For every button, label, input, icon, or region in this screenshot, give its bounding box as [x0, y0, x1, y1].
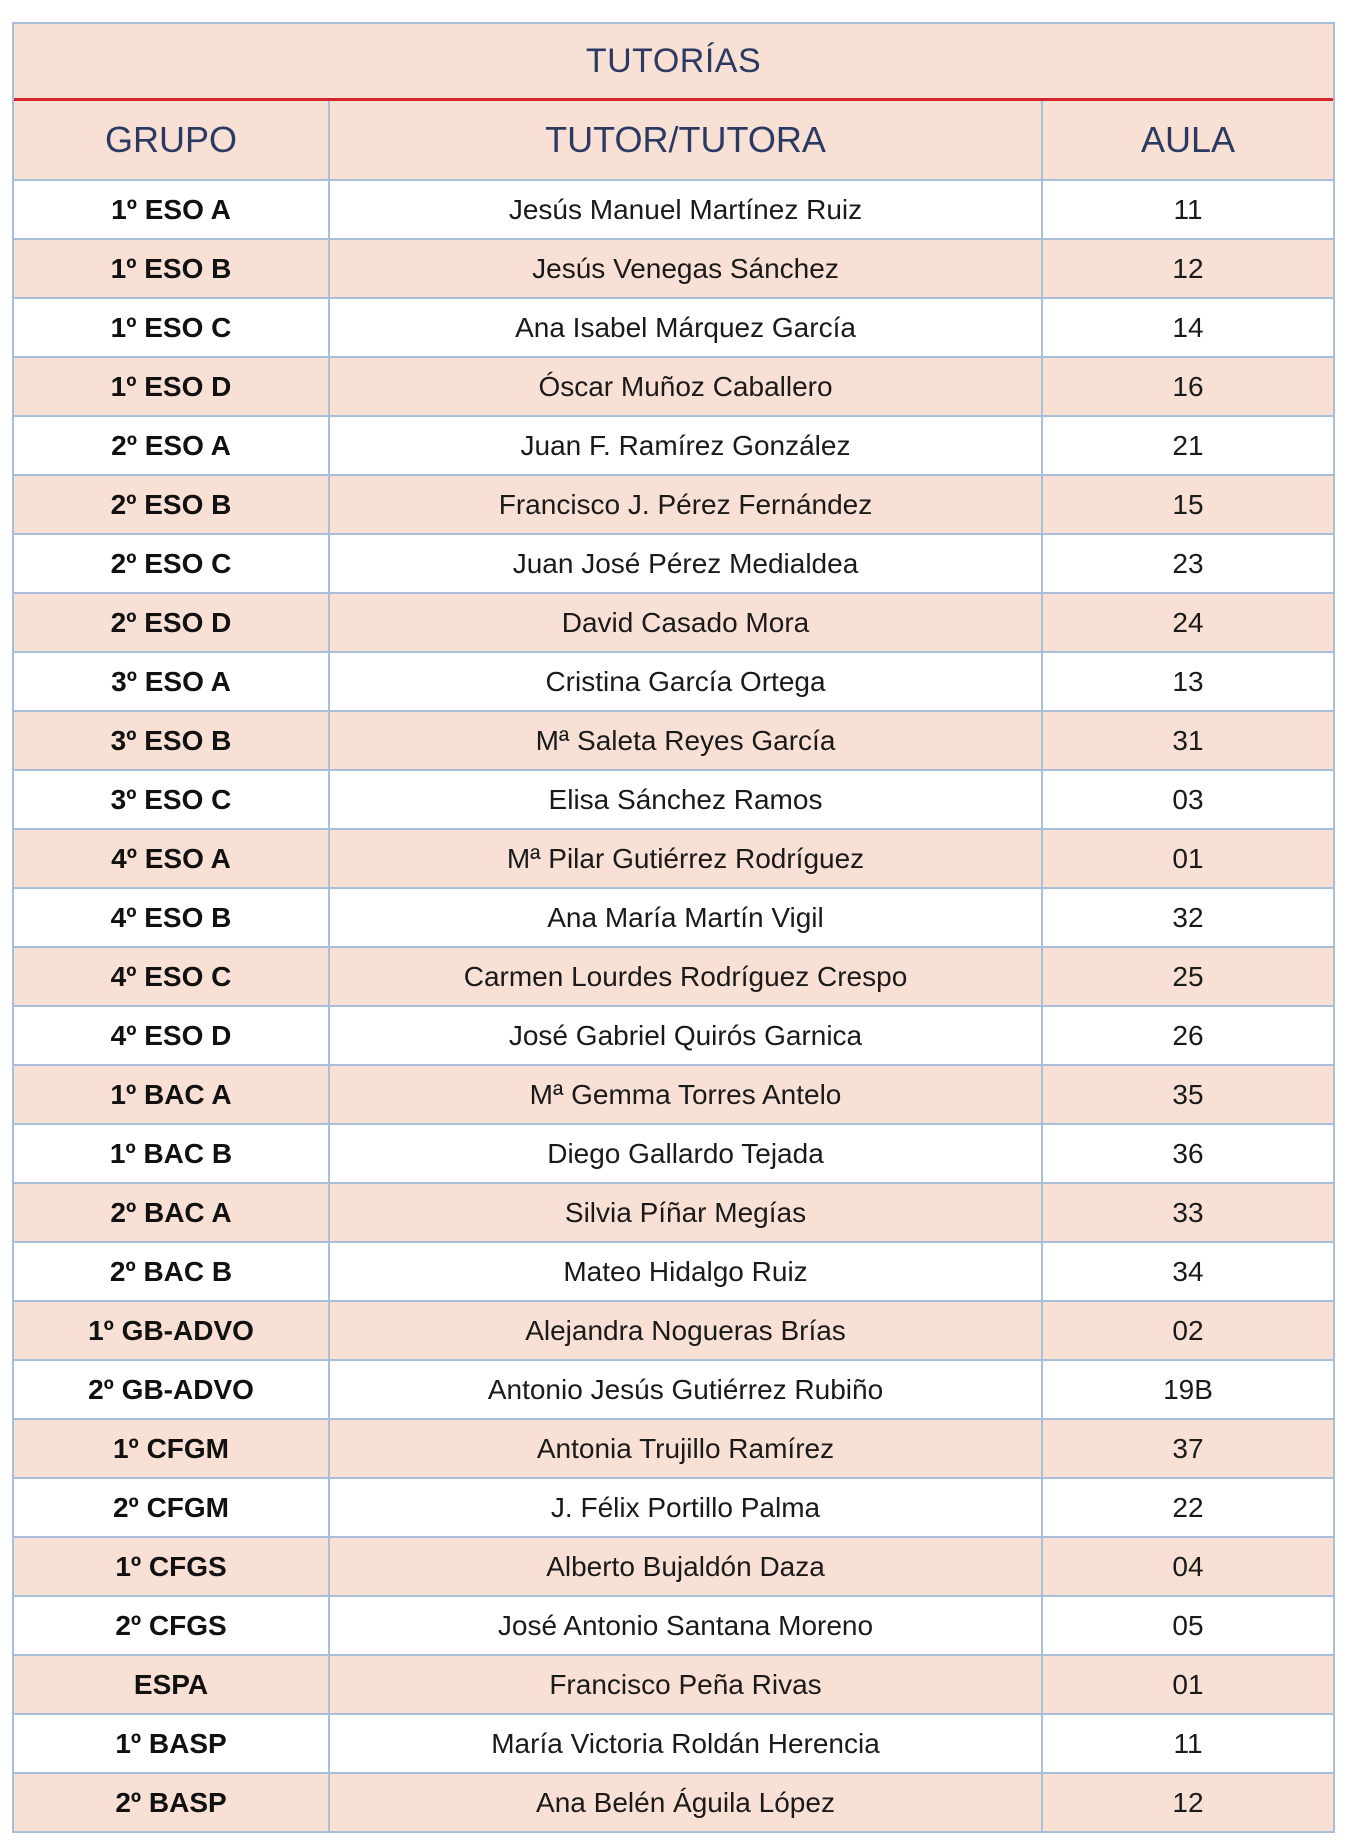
tutor-cell: J. Félix Portillo Palma: [329, 1478, 1042, 1537]
table-row: [14, 770, 1333, 829]
table-row: [14, 239, 1333, 298]
tutor-cell: Jesús Manuel Martínez Ruiz: [329, 180, 1042, 239]
table-row: [14, 1655, 1333, 1714]
room-cell: 26: [1042, 1006, 1333, 1065]
group-cell: 2º ESO B: [14, 475, 329, 534]
room-cell: 01: [1042, 1655, 1333, 1714]
room-cell: 34: [1042, 1242, 1333, 1301]
tutor-cell: Alejandra Nogueras Brías: [329, 1301, 1042, 1360]
table-row: [14, 1183, 1333, 1242]
table-row: [14, 1537, 1333, 1596]
group-cell: 1º ESO C: [14, 298, 329, 357]
tutor-cell: Silvia Píñar Megías: [329, 1183, 1042, 1242]
group-cell: 1º ESO D: [14, 357, 329, 416]
tutor-cell: Mª Saleta Reyes García: [329, 711, 1042, 770]
room-cell: 16: [1042, 357, 1333, 416]
table-row: [14, 947, 1333, 1006]
room-cell: 22: [1042, 1478, 1333, 1537]
room-cell: 19B: [1042, 1360, 1333, 1419]
table-row: [14, 416, 1333, 475]
table-row: [14, 534, 1333, 593]
group-cell: 2º CFGS: [14, 1596, 329, 1655]
tutor-cell: Elisa Sánchez Ramos: [329, 770, 1042, 829]
room-cell: 12: [1042, 239, 1333, 298]
tutor-cell: Mª Gemma Torres Antelo: [329, 1065, 1042, 1124]
header-tutor: TUTOR/TUTORA: [329, 101, 1042, 180]
group-cell: 4º ESO B: [14, 888, 329, 947]
group-cell: 1º CFGM: [14, 1419, 329, 1478]
tutor-cell: Antonio Jesús Gutiérrez Rubiño: [329, 1360, 1042, 1419]
room-cell: 01: [1042, 829, 1333, 888]
group-cell: 2º BASP: [14, 1773, 329, 1831]
tutor-cell: Alberto Bujaldón Daza: [329, 1537, 1042, 1596]
group-cell: 1º ESO B: [14, 239, 329, 298]
table-row: [14, 1714, 1333, 1773]
table-row: [14, 1124, 1333, 1183]
group-cell: 4º ESO D: [14, 1006, 329, 1065]
tutorias-table-container: [12, 22, 1335, 1833]
room-cell: 23: [1042, 534, 1333, 593]
table-row: [14, 1596, 1333, 1655]
tutor-cell: David Casado Mora: [329, 593, 1042, 652]
group-cell: 3º ESO A: [14, 652, 329, 711]
group-cell: 1º ESO A: [14, 180, 329, 239]
room-cell: 31: [1042, 711, 1333, 770]
table-row: [14, 711, 1333, 770]
group-cell: 1º BAC A: [14, 1065, 329, 1124]
room-cell: 12: [1042, 1773, 1333, 1831]
room-cell: 32: [1042, 888, 1333, 947]
tutor-cell: Óscar Muñoz Caballero: [329, 357, 1042, 416]
room-cell: 36: [1042, 1124, 1333, 1183]
tutor-cell: Francisco Peña Rivas: [329, 1655, 1042, 1714]
tutor-cell: Ana Belén Águila López: [329, 1773, 1042, 1831]
table-row: [14, 180, 1333, 239]
tutor-cell: Mateo Hidalgo Ruiz: [329, 1242, 1042, 1301]
room-cell: 15: [1042, 475, 1333, 534]
tutor-cell: Ana Isabel Márquez García: [329, 298, 1042, 357]
table-row: [14, 1065, 1333, 1124]
group-cell: 2º ESO D: [14, 593, 329, 652]
tutor-cell: María Victoria Roldán Herencia: [329, 1714, 1042, 1773]
table-row: [14, 475, 1333, 534]
tutor-cell: Mª Pilar Gutiérrez Rodríguez: [329, 829, 1042, 888]
room-cell: 03: [1042, 770, 1333, 829]
tutor-cell: Cristina García Ortega: [329, 652, 1042, 711]
group-cell: 2º ESO C: [14, 534, 329, 593]
room-cell: 21: [1042, 416, 1333, 475]
tutorias-table: [14, 101, 1333, 1831]
group-cell: 4º ESO A: [14, 829, 329, 888]
group-cell: 1º BAC B: [14, 1124, 329, 1183]
room-cell: 24: [1042, 593, 1333, 652]
room-cell: 02: [1042, 1301, 1333, 1360]
tutor-cell: José Antonio Santana Moreno: [329, 1596, 1042, 1655]
table-row: [14, 1242, 1333, 1301]
group-cell: 1º CFGS: [14, 1537, 329, 1596]
table-row: [14, 829, 1333, 888]
room-cell: 14: [1042, 298, 1333, 357]
tutor-cell: Francisco J. Pérez Fernández: [329, 475, 1042, 534]
tutor-cell: Diego Gallardo Tejada: [329, 1124, 1042, 1183]
table-row: [14, 1773, 1333, 1831]
tutor-cell: Ana María Martín Vigil: [329, 888, 1042, 947]
room-cell: 05: [1042, 1596, 1333, 1655]
table-row: [14, 652, 1333, 711]
group-cell: ESPA: [14, 1655, 329, 1714]
room-cell: 25: [1042, 947, 1333, 1006]
table-row: [14, 298, 1333, 357]
room-cell: 11: [1042, 180, 1333, 239]
table-row: [14, 888, 1333, 947]
tutor-cell: Jesús Venegas Sánchez: [329, 239, 1042, 298]
tutor-cell: Carmen Lourdes Rodríguez Crespo: [329, 947, 1042, 1006]
group-cell: 1º BASP: [14, 1714, 329, 1773]
group-cell: 2º BAC B: [14, 1242, 329, 1301]
group-cell: 2º GB-ADVO: [14, 1360, 329, 1419]
group-cell: 2º BAC A: [14, 1183, 329, 1242]
table-row: [14, 1419, 1333, 1478]
table-title: TUTORÍAS: [14, 24, 1333, 101]
table-row: [14, 1478, 1333, 1537]
table-row: [14, 1301, 1333, 1360]
tutor-cell: Antonia Trujillo Ramírez: [329, 1419, 1042, 1478]
tutor-cell: José Gabriel Quirós Garnica: [329, 1006, 1042, 1065]
table-row: [14, 1360, 1333, 1419]
room-cell: 33: [1042, 1183, 1333, 1242]
table-row: [14, 593, 1333, 652]
group-cell: 3º ESO C: [14, 770, 329, 829]
room-cell: 11: [1042, 1714, 1333, 1773]
group-cell: 2º CFGM: [14, 1478, 329, 1537]
tutor-cell: Juan José Pérez Medialdea: [329, 534, 1042, 593]
header-group: GRUPO: [14, 101, 329, 180]
group-cell: 2º ESO A: [14, 416, 329, 475]
table-row: [14, 357, 1333, 416]
table-row: [14, 1006, 1333, 1065]
header-room: AULA: [1042, 101, 1333, 180]
room-cell: 35: [1042, 1065, 1333, 1124]
group-cell: 3º ESO B: [14, 711, 329, 770]
group-cell: 4º ESO C: [14, 947, 329, 1006]
tutor-cell: Juan F. Ramírez González: [329, 416, 1042, 475]
room-cell: 04: [1042, 1537, 1333, 1596]
header-row: [14, 101, 1333, 180]
room-cell: 37: [1042, 1419, 1333, 1478]
group-cell: 1º GB-ADVO: [14, 1301, 329, 1360]
room-cell: 13: [1042, 652, 1333, 711]
